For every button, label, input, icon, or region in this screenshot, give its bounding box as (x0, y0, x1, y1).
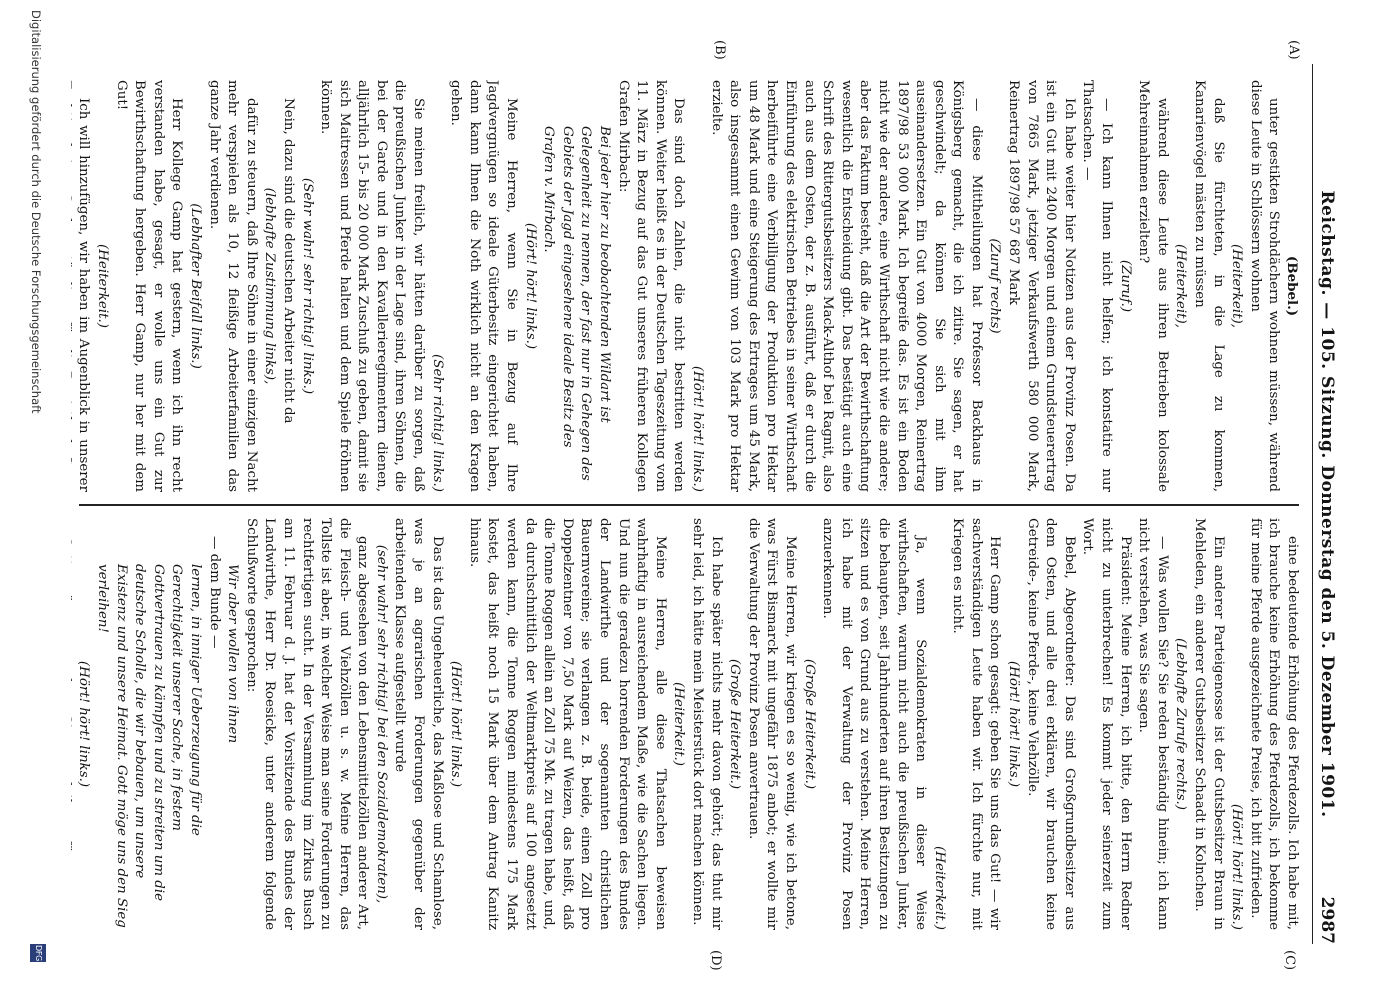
quotation: — dem Bunde — (206, 536, 222, 649)
interjection: (Zuruf rechts) (987, 238, 1003, 334)
paragraph: Sie meinen freilich, wir hätten darüber zu sorgen, daß die preußischen Junker in der Lage sind, ihren Söhnen, die bei der Garde und in den Kavallerieregimentern dienen, alljährlich 15- bis 20 000 Mark Zuschuß zu geben, damit sie sich Maitressen und Pferde halten und dem Spiele fröhnen können. (318, 80, 427, 492)
interjection: (Hört! hört! links.) (1006, 660, 1022, 788)
interjection: (Große Heiterkeit.) (727, 658, 743, 790)
page-header (1312, 64, 1339, 944)
paragraph: — diese Mittheilungen hat Professor Backhaus in Königsberg gemacht, die ich zitire. Sie sagen, er hat geschwindelt; da können Sie sich mit ihm auseinandersetzen. Ein Gut von 4000 Morgen, Reinertrag 1897/98 53 000 Mark. Ich begreife das. Es ist ein Boden nicht wie der andere, eine Wirthschaft nicht wie die andere; aber das Faktum besteht, daß die Art der Bewirthschaftung wesentlich die Entscheidung gibt. Das bestätigt auch eine Schrift des Rittergutsbesitzers Mack-Althof bei Ragnit, also auch aus dem Osten, der z. B. ausführt, daß er durch die Einführung des elektrischen Betriebes in seiner Wirthschaft herbeiführte eine Verbilligung der Produktion pro Hektar um 48 Mark und eine Steigerung des Ertrages um 45 Mark, also insgesammt einen Gewinn von 103 Mark pro Hektar erzielte. (708, 80, 984, 492)
president-remark: Präsident: Meine Herren, ich bitte, den Herrn Redner nicht zu unterbrechen! Es kommt jeder seinerzeit zum Wort. (1080, 518, 1133, 930)
margin-mark-a: (A) (1286, 40, 1301, 60)
paragraph: Bebel, Abgeordneter: Das sind Großgrundbesitzer aus dem Osten, und alle drei erklären, wir brauchen keine Getreide-, keine Pferde-, keine Viehzölle. (1024, 518, 1077, 930)
margin-mark-b: (B) (712, 40, 727, 60)
quotation: Bei jeder hier zu beobachtenden Wildart ist Gelegenheit zu nennen, der fast nur in Gehegen des Gebiets der Jagd eingesehene ideale Besitz des Grafen v. Mirbach. (541, 126, 613, 481)
paragraph: Meine Herren, wir kriegen es so wenig, wie ich betone, was Fürst Bismarck mit ungefähr 1875 anbot; er wollte mir die Verwaltung der Provinz Posen anvertrauen. (745, 518, 798, 930)
paragraph: Nein, dazu sind die deutschen Arbeiter nicht da (280, 98, 296, 424)
paragraph: dafür zu steuern, daß Ihre Söhne in einer einzigen Nacht mehr verspielen als 10, 12 fleißige Arbeiterfamilien das ganze Jahr verdienen. (206, 80, 259, 492)
paragraph: während diese Leute aus ihren Betrieben kolossale Mehreinnahmen erzielten? (1136, 80, 1170, 492)
interjection: (sehr wahr! sehr richtig! bei den Sozialdemokraten), (373, 544, 389, 904)
interjection: (Sehr richtig! links.) (429, 354, 445, 492)
interjection: (Hört! hört! links.) (448, 660, 464, 788)
interjection: (lebhafte Zustimmung links), (262, 187, 278, 385)
interjection: (Große Heiterkeit.) (801, 658, 817, 790)
paragraph: Ein anderer Parteigenosse ist der Gutsbesitzer Braun in Mehleden, ein anderer Gutsbesitzer Schaadt in Kolnchen. (1192, 518, 1226, 930)
paragraph: ganz abgesehen von den Lebensmittelzöllen anderer Art, die Fleisch- und Viehzöllen u. s. w. Meine Herren, das Tollste ist aber, in welcher Weise man seine Forderungen zu rechtfertigen sucht. In der Versammlung im Zirkus Busch am 11. Februar d. J. hat der Vorsitzende des Bundes der Landwirthe, Herr Dr. Roesicke, unter anderem folgende Schlußworte gesprochen: (243, 518, 371, 930)
interjection: (Hört! hört! links.) (690, 365, 705, 492)
interjection: (Heiterkeit), (1229, 244, 1245, 328)
paragraph: — Was wollen Sie? Sie reden beständig hinein; ich kann nicht verstehen, was Sie sagen. (1136, 518, 1170, 930)
page-number: 2987 (1317, 896, 1337, 944)
interjection: (Hört! hört! links.) (76, 660, 92, 788)
margin-mark-c: (C) (1282, 950, 1297, 971)
speaker-label: (Bebel.) (1284, 255, 1300, 317)
paragraph: unter gestikten Strohdächern wohnen müssen, während diese Leute in Schlössern wohnen (1247, 80, 1282, 492)
paragraph: Das sind doch Zahlen, die nicht bestritten werden können. Weiter heißt es in der Deutschen Tageszeitung vom 11. März in Bezug auf das Gut unseres früheren Kollegen Grafen Mirbach: (615, 80, 687, 492)
paragraph: daß Sie fürchteten, in die Lage zu kommen, Kanarienvögel mästen zu müssen (1192, 80, 1226, 492)
paragraph: Herr Gamp schon gesagt: geben Sie uns das Gut! — wir sachverständigen Leute haben wir. Ich fürchte nur, mit Kriegen es nicht. (950, 518, 1003, 930)
interjection: (Lebhafte Zurufe rechts.) (1173, 637, 1189, 810)
paragraph: Ich will hinzufügen, wir haben im Augenblick in unserer (76, 98, 92, 492)
paragraph: Meine Herren, wenn Sie in Bezug auf Ihre Jagdvergnügen so ideale Güterbesitz eingerichtet haben, dann kann Ihnen die Noth wirklich nicht an den Kragen gehen. (448, 80, 520, 492)
interjection: (Hört! hört! links.) (522, 222, 538, 350)
interjection: (Sehr wahr! sehr richtig! links.) (299, 177, 315, 395)
paragraph: Ich habe später nichts mehr davon gehört; das thut mir sehr leid, ich hätte mein Meisterstück dort machen können. (690, 518, 724, 930)
paragraph (71, 518, 74, 930)
running-title: Reichstag. — 105. Sitzung. Donnerstag den 5. Dezember 1901. (1317, 190, 1337, 818)
right-column (71, 518, 1301, 930)
digitization-notice: Digitalisierung gefördert durch die Deutsche Forschungsgemeinschaft (29, 10, 43, 414)
dfg-logo: DFG (30, 944, 46, 962)
quotation: lernen, in inniger Ueberzeugung für die Gerechtigkeit unserer Sache, in festem Gottvertrauen zu kämpfen und zu streiten um die deutsche Scholle, die wir bebauen, um unsere Existenz und unsere Heimat. Gott möge uns den Sieg verleihen! (95, 564, 203, 928)
column-divider (79, 504, 1299, 506)
interjection: (Heiterkeit.) (95, 244, 110, 328)
interjection: (Hört! hört! links.) (1229, 803, 1245, 930)
paragraph: eine bedeutende Erhöhung des Pferdezolls. Ich habe mit, ich brauche keine Erhöhung des Pferdezolls, ich bekomme für meine Pferde ausgezeichnete Preise, ich bitt zufrieden. (1247, 518, 1300, 930)
paragraph: — Ich kann Ihnen nicht helfen; ich konstatire nur Thatsachen. — (1080, 80, 1115, 492)
interjection: (Heiterkeit.) (671, 682, 687, 766)
paragraph: Meine Herren, alle diese Thatsachen beweisen wahrhaftig in ausreichendem Maße, wie die Sachen liegen. Und nun die geradezu horrenden Forderungen des Bundes der Landwirthe und der sogenannten christlichen Bauernvereine; sie verlangen z. B. beide, einen Zoll pro Doppelzentner von 7,50 Mark auf Weizen, das heißt, daß die Tonne Roggen allein an Zoll 75 Mk. zu tragen habe, und, da durchschnittlich der Weltmarktpreis auf 100 angesetzt werden kann, die Tonne Roggen mindestens 175 Mark kostet, das heißt noch 15 Mark über dem Antrag Kanitz hinaus. (466, 518, 668, 930)
interjection: (Heiterkeit.) (931, 846, 947, 930)
interjection: (Lebhafter Beifall links.) (187, 203, 203, 369)
paragraph: Ich habe weiter hier Notizen aus der Provinz Posen. Da ist ein Gut mit 2400 Morgen und einem Grundsteuerertrag von 7865 Mark, jetziger Verkaufswerth 580 000 Mark, Reinertrag 1897/98 57 687 Mark (1006, 80, 1077, 492)
margin-mark-d: (D) (708, 950, 723, 971)
quotation: Wir aber wollen von ihnen (225, 564, 241, 744)
paragraph: Ja, wenn Sozialdemokraten in dieser Weise wirthschaften, warum nicht auch die preußischen Junker, die behaupten, seit Jahrhunderten auf ihren Besitzungen zu sitzen und es von Grund aus zu verstehen. Meine Herren, ich habe mit der Verwaltung der Provinz Posen anzuerkennen. (820, 518, 929, 930)
interjection: (Zuruf.) (1117, 259, 1133, 313)
paragraph: Herr Kollege Gamp hat gestern, wenn ich ihn recht verstanden habe, gesagt, er wolle uns ein Gut zur Bewirthschaftung hergeben. Herr Gamp, nur her mit dem Gut! (113, 80, 185, 492)
left-column (71, 80, 1301, 492)
paragraph: Das ist das Ungeheuerliche, das Maßlose und Schamlose, was je an agrarischen Forderungen gegenüber der arbeitenden Klasse aufgestellt wurde (392, 518, 445, 930)
interjection: (Heiterkeit), (1173, 244, 1189, 328)
